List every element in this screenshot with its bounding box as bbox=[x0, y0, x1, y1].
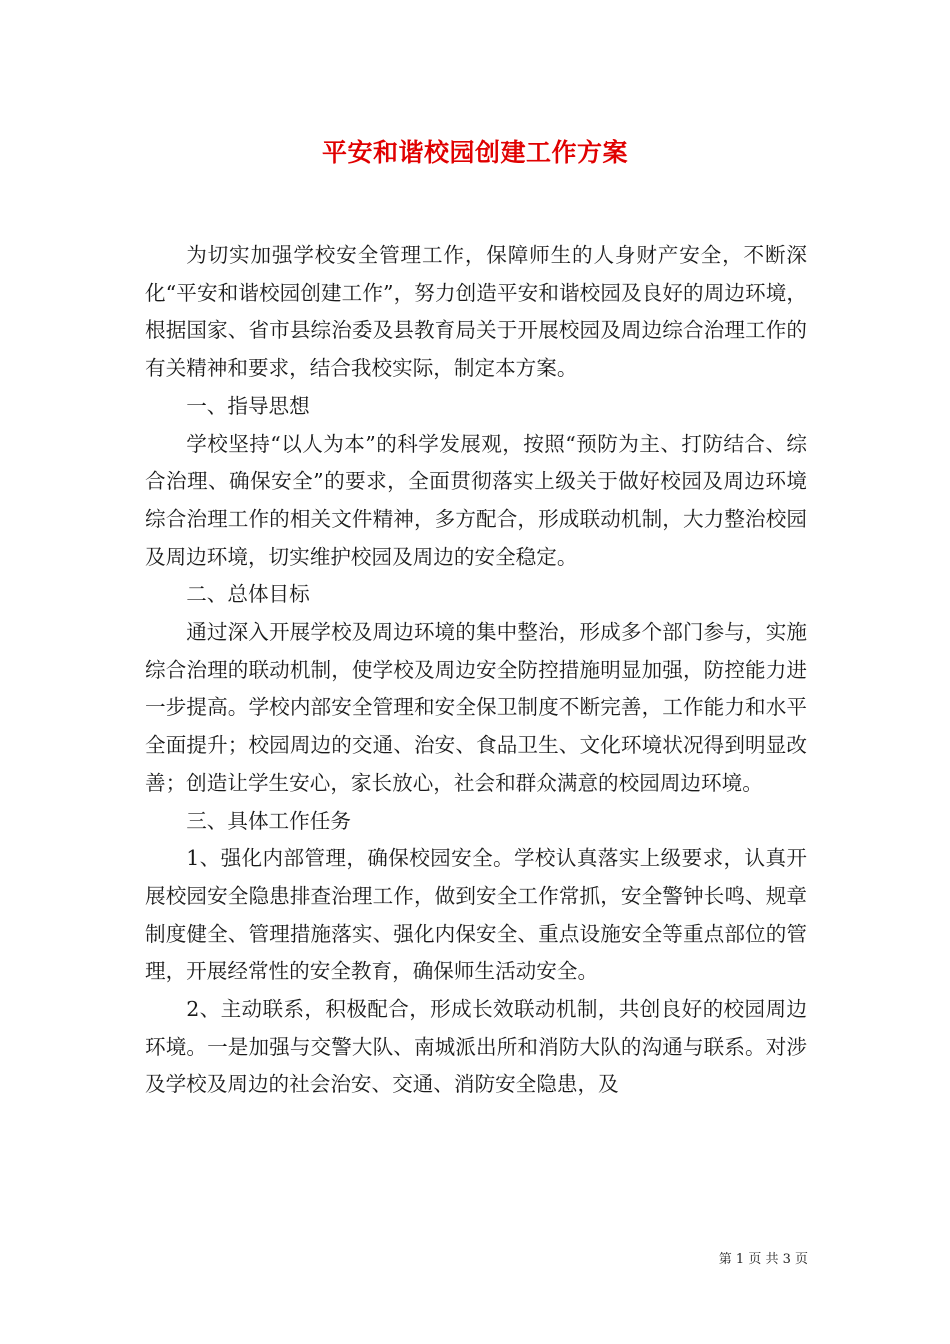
guiding-thought-paragraph: 学校坚持“以人为本”的科学发展观，按照“预防为主、打防结合、综合治理、确保安全”的要求，全面贯彻落实上级关于做好校园及周边环境综合治理工作的相关文件精神，多方配合，形成联动机制，大力整治校园及周边环境，切实维护校园及周边的安全稳定。 bbox=[145, 431, 807, 569]
section-heading-guiding-thought: 一、指导思想 bbox=[186, 393, 310, 418]
section-heading-specific-tasks: 三、具体工作任务 bbox=[186, 808, 351, 833]
document-title: 平安和谐校园创建工作方案 bbox=[321, 138, 628, 167]
document-body bbox=[145, 237, 807, 1104]
task-2-paragraph: 2、主动联系，积极配合，形成长效联动机制，共创良好的校园周边环境。一是加强与交警大队、南城派出所和消防大队的沟通与联系。对涉及学校及周边的社会治安、交通、消防安全隐患，及 bbox=[145, 997, 807, 1097]
page-number-footer: 第 1 页 共 3 页 bbox=[718, 1252, 808, 1267]
task-1-paragraph: 1、强化内部管理，确保校园安全。学校认真落实上级要求，认真开展校园安全隐患排查治理工作，做到安全工作常抓，安全警钟长鸣、规章制度健全、管理措施落实、强化内保安全、重点设施安全等重点部位的管理，开展经常性的安全教育，确保师生活动安全。 bbox=[145, 846, 807, 984]
section-heading-overall-goal: 二、总体目标 bbox=[186, 582, 310, 607]
overall-goal-paragraph: 通过深入开展学校及周边环境的集中整治，形成多个部门参与，实施综合治理的联动机制，使学校及周边安全防控措施明显加强，防控能力进一步提高。学校内部安全管理和安全保卫制度不断完善，工作能力和水平全面提升；校园周边的交通、治安、食品卫生、文化环境状况得到明显改善；创造让学生安心，家长放心，社会和群众满意的校园周边环境。 bbox=[145, 620, 807, 795]
intro-paragraph: 为切实加强学校安全管理工作，保障师生的人身财产安全，不断深化“平安和谐校园创建工作”，努力创造平安和谐校园及良好的周边环境，根据国家、省市县综治委及县教育局关于开展校园及周边综合治理工作的有关精神和要求，结合我校实际，制定本方案。 bbox=[145, 243, 807, 381]
